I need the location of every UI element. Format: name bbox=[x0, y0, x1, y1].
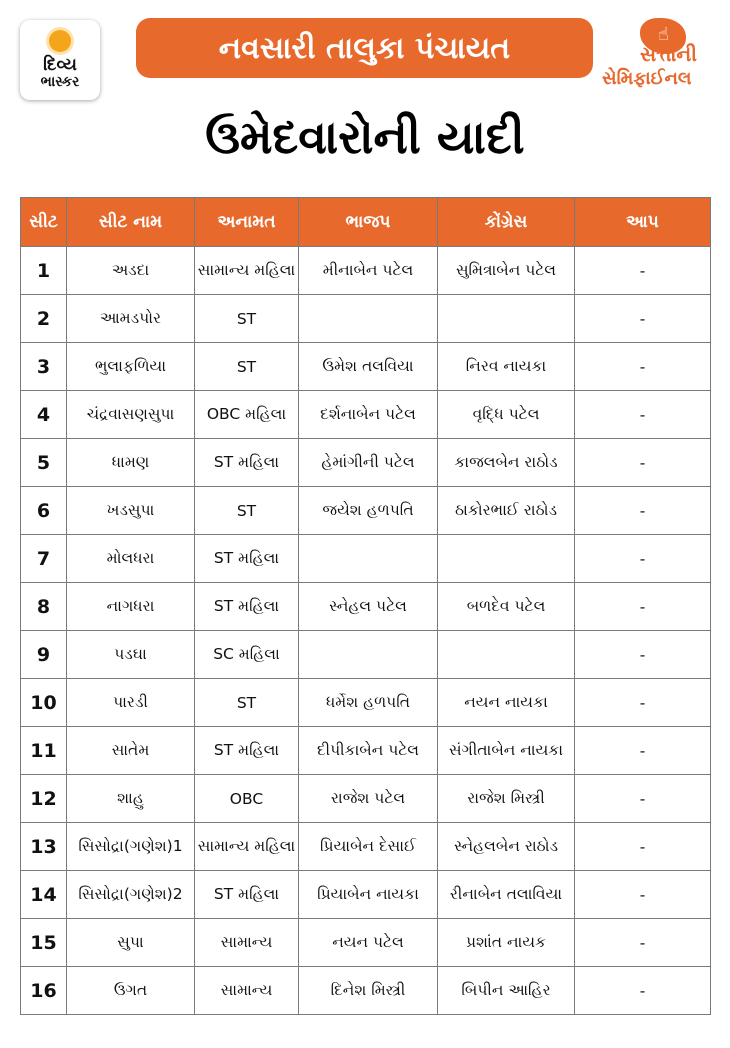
bjp-candidate: નયન પટેલ bbox=[299, 919, 438, 967]
bjp-candidate bbox=[299, 295, 438, 343]
table-row bbox=[21, 967, 711, 1015]
vote-hand-icon: ☝ bbox=[658, 24, 669, 45]
reservation: OBC bbox=[195, 775, 299, 823]
table-row bbox=[21, 535, 711, 583]
seat-name: સાતેમ bbox=[67, 727, 195, 775]
banner-title: નવસારી તાલુકા પંચાયત bbox=[218, 30, 511, 66]
aap-candidate: - bbox=[575, 967, 711, 1015]
reservation: SC મહિલા bbox=[195, 631, 299, 679]
table-row bbox=[21, 247, 711, 295]
seat-number: 11 bbox=[21, 727, 67, 775]
bjp-candidate bbox=[299, 631, 438, 679]
seat-name: શાહુ bbox=[67, 775, 195, 823]
seat-number: 14 bbox=[21, 871, 67, 919]
seat-name: નાગધરા bbox=[67, 583, 195, 631]
seat-name: ધામણ bbox=[67, 439, 195, 487]
seat-number: 9 bbox=[21, 631, 67, 679]
congress-candidate bbox=[438, 535, 575, 583]
bjp-candidate: પ્રિયાબેન દેસાઈ bbox=[299, 823, 438, 871]
table-row bbox=[21, 295, 711, 343]
seat-number: 7 bbox=[21, 535, 67, 583]
seat-name: ખડસુપા bbox=[67, 487, 195, 535]
aap-candidate: - bbox=[575, 391, 711, 439]
seat-number: 12 bbox=[21, 775, 67, 823]
seat-name: આમડપોર bbox=[67, 295, 195, 343]
congress-candidate: બિપીન આહિર bbox=[438, 967, 575, 1015]
seat-name: સિસોદ્રા(ગણેશ)2 bbox=[67, 871, 195, 919]
logo-line-1: દિવ્ય bbox=[43, 55, 77, 75]
seat-name: પડઘા bbox=[67, 631, 195, 679]
right-logo-line-2: સેમિફાઈનલ bbox=[602, 68, 692, 89]
aap-candidate: - bbox=[575, 535, 711, 583]
aap-candidate: - bbox=[575, 583, 711, 631]
header-congress: કોંગ્રેસ bbox=[438, 198, 575, 247]
reservation: સામાન્ય bbox=[195, 967, 299, 1015]
table-row bbox=[21, 871, 711, 919]
bjp-candidate: હેમાંગીની પટેલ bbox=[299, 439, 438, 487]
seat-name: મોલધરા bbox=[67, 535, 195, 583]
congress-candidate: પ્રશાંત નાયક bbox=[438, 919, 575, 967]
table-row bbox=[21, 583, 711, 631]
congress-candidate: ઠાકોરભાઈ રાઠોડ bbox=[438, 487, 575, 535]
reservation: ST bbox=[195, 487, 299, 535]
congress-candidate: સુમિત્રાબેન પટેલ bbox=[438, 247, 575, 295]
congress-candidate: સંગીતાબેન નાયકા bbox=[438, 727, 575, 775]
seat-name: પારડી bbox=[67, 679, 195, 727]
bjp-candidate: મીનાબેન પટેલ bbox=[299, 247, 438, 295]
seat-name: ભુલાફળિયા bbox=[67, 343, 195, 391]
seat-name: સિસોદ્રા(ગણેશ)1 bbox=[67, 823, 195, 871]
congress-candidate: વૃદ્ધિ પટેલ bbox=[438, 391, 575, 439]
bjp-candidate: દીપીકાબેન પટેલ bbox=[299, 727, 438, 775]
seat-number: 3 bbox=[21, 343, 67, 391]
aap-candidate: - bbox=[575, 823, 711, 871]
congress-candidate: રીનાબેન તલાવિયા bbox=[438, 871, 575, 919]
seat-number: 10 bbox=[21, 679, 67, 727]
reservation: ST મહિલા bbox=[195, 871, 299, 919]
seat-number: 13 bbox=[21, 823, 67, 871]
reservation: OBC મહિલા bbox=[195, 391, 299, 439]
satta-ni-semifinal-logo bbox=[600, 18, 715, 98]
bjp-candidate: ઉમેશ તલવિયા bbox=[299, 343, 438, 391]
table-row bbox=[21, 343, 711, 391]
reservation: સામાન્ય bbox=[195, 919, 299, 967]
candidate-table bbox=[20, 197, 711, 1015]
header-bjp: ભાજપ bbox=[299, 198, 438, 247]
aap-candidate: - bbox=[575, 727, 711, 775]
aap-candidate: - bbox=[575, 343, 711, 391]
seat-name: ચંદ્રવાસણસુપા bbox=[67, 391, 195, 439]
page-heading: ઉમેદવારોની યાદી bbox=[205, 110, 525, 164]
congress-candidate: સ્નેહલબેન રાઠોડ bbox=[438, 823, 575, 871]
table-row bbox=[21, 919, 711, 967]
table-row bbox=[21, 487, 711, 535]
sun-icon bbox=[49, 30, 71, 52]
divya-bhaskar-logo bbox=[20, 20, 100, 100]
title-banner bbox=[136, 18, 593, 78]
aap-candidate: - bbox=[575, 439, 711, 487]
bjp-candidate: પ્રિયાબેન નાયકા bbox=[299, 871, 438, 919]
table-row bbox=[21, 727, 711, 775]
seat-name: ઉગત bbox=[67, 967, 195, 1015]
seat-number: 16 bbox=[21, 967, 67, 1015]
reservation: ST મહિલા bbox=[195, 439, 299, 487]
bjp-candidate: સ્નેહલ પટેલ bbox=[299, 583, 438, 631]
reservation: ST bbox=[195, 295, 299, 343]
table-row bbox=[21, 439, 711, 487]
bjp-candidate bbox=[299, 535, 438, 583]
seat-number: 15 bbox=[21, 919, 67, 967]
congress-candidate bbox=[438, 631, 575, 679]
header-seat-name: સીટ નામ bbox=[67, 198, 195, 247]
aap-candidate: - bbox=[575, 775, 711, 823]
table-row bbox=[21, 631, 711, 679]
bjp-candidate: જયેશ હળપતિ bbox=[299, 487, 438, 535]
seat-name: અડદા bbox=[67, 247, 195, 295]
header-aap: આપ bbox=[575, 198, 711, 247]
seat-number: 6 bbox=[21, 487, 67, 535]
seat-name: સુપા bbox=[67, 919, 195, 967]
seat-number: 8 bbox=[21, 583, 67, 631]
aap-candidate: - bbox=[575, 679, 711, 727]
table-row bbox=[21, 391, 711, 439]
congress-candidate: નયન નાયકા bbox=[438, 679, 575, 727]
seat-number: 4 bbox=[21, 391, 67, 439]
table-row bbox=[21, 679, 711, 727]
congress-candidate: રાજેશ મિસ્ત્રી bbox=[438, 775, 575, 823]
reservation: સામાન્ય મહિલા bbox=[195, 247, 299, 295]
aap-candidate: - bbox=[575, 871, 711, 919]
congress-candidate: નિરવ નાયકા bbox=[438, 343, 575, 391]
reservation: ST મહિલા bbox=[195, 583, 299, 631]
aap-candidate: - bbox=[575, 487, 711, 535]
congress-candidate: બળદેવ પટેલ bbox=[438, 583, 575, 631]
reservation: ST bbox=[195, 679, 299, 727]
logo-line-2: ભાસ્કર bbox=[40, 74, 80, 90]
bjp-candidate: રાજેશ પટેલ bbox=[299, 775, 438, 823]
congress-candidate: કાજલબેન રાઠોડ bbox=[438, 439, 575, 487]
seat-number: 5 bbox=[21, 439, 67, 487]
table-row bbox=[21, 775, 711, 823]
aap-candidate: - bbox=[575, 919, 711, 967]
reservation: ST મહિલા bbox=[195, 727, 299, 775]
aap-candidate: - bbox=[575, 247, 711, 295]
congress-candidate bbox=[438, 295, 575, 343]
reservation: ST bbox=[195, 343, 299, 391]
header-reservation: અનામત bbox=[195, 198, 299, 247]
seat-number: 2 bbox=[21, 295, 67, 343]
reservation: સામાન્ય મહિલા bbox=[195, 823, 299, 871]
table-row bbox=[21, 823, 711, 871]
seat-number: 1 bbox=[21, 247, 67, 295]
right-logo-line-1: સત્તાની bbox=[640, 42, 697, 66]
bjp-candidate: દિનેશ મિસ્ત્રી bbox=[299, 967, 438, 1015]
header-seat: સીટ bbox=[21, 198, 67, 247]
bjp-candidate: ધર્મેશ હળપતિ bbox=[299, 679, 438, 727]
bjp-candidate: દર્શનાબેન પટેલ bbox=[299, 391, 438, 439]
aap-candidate: - bbox=[575, 295, 711, 343]
table-header-row bbox=[21, 198, 711, 247]
reservation: ST મહિલા bbox=[195, 535, 299, 583]
aap-candidate: - bbox=[575, 631, 711, 679]
